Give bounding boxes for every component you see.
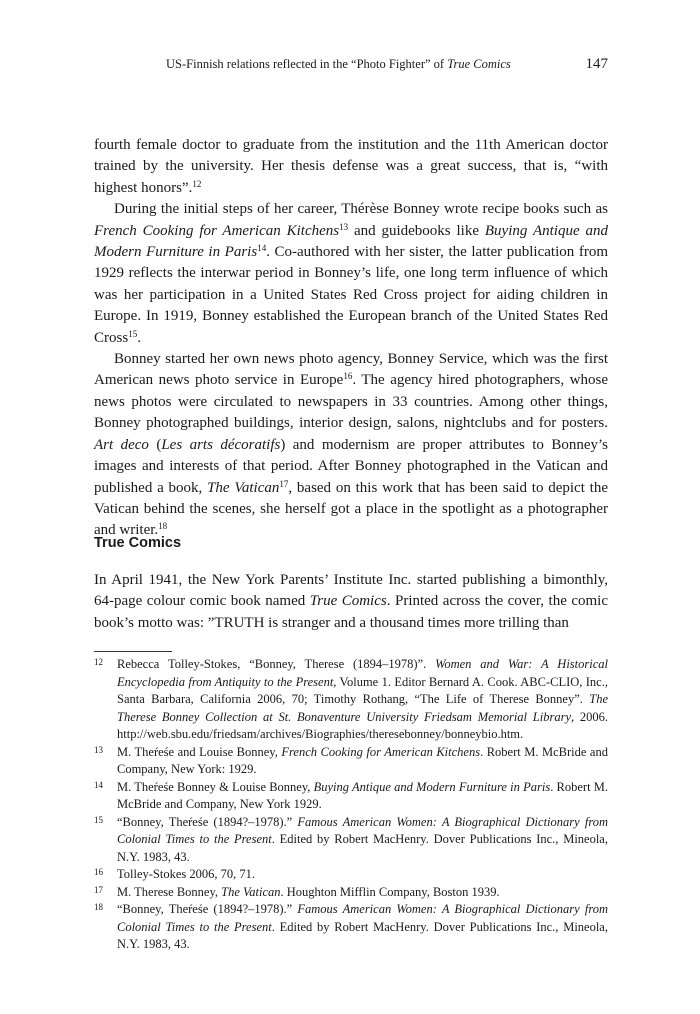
paragraph-3: Bonney started her own news photo agency, Bonney Service, which was the first American news photo service in Europe$^{16}$. The agency hired photographers, whose news photos were circulated to newspapers in 33 countries. Among other things, Bonney photographed buildings, interior design, salons, nightclubs and for posters. Art deco (Les arts décoratifs) and modernism are proper attributes to Bonney’s images and interests of that period. After Bonney photographed in the Vatican and published a book, The Vatican$^{17}$, based on this work that has been said to depict the Vatican behind the scenes, she herself got a place in the spotlight as a photographer and writer.$^{18}$ (94, 351, 609, 539)
running-title-italic: True Comics (447, 57, 511, 71)
term-italic: Les arts décoratifs (161, 436, 281, 453)
footnote-13: 13 M. Theŕeśe and Louise Bonney, French Cooking for American Kitchens. Robert M. McBride and Company, New York: 1929. (94, 744, 608, 779)
term-italic: Art deco (94, 436, 149, 453)
footnote-17: 17 M. Therese Bonney, The Vatican. Houghton Mifflin Company, Boston 1939. (94, 884, 608, 902)
book-title: Buying Antique and Modern Furniture in Paris (94, 222, 608, 261)
footnote-18: 18 “Bonney, Theŕeśe (1894?–1978).” Famous American Women: A Biographical Dictionary from Colonial Times to the Present. Edited by Robert MacHenry. Dover Publications Inc., Mineola, N.Y. 1983, 43. (94, 901, 608, 954)
footnote-number: 14 (94, 779, 103, 790)
footnote-ref: 14 (257, 243, 267, 254)
footnotes (94, 656, 608, 954)
footnote-ref: 13 (339, 221, 349, 232)
footnote-number: 15 (94, 814, 103, 825)
footnote-rule (94, 651, 172, 652)
comic-title: True Comics (309, 593, 387, 610)
footnote-12: 12 Rebecca Tolley-Stokes, “Bonney, Therese (1894–1978)”. Women and War: A Historical Encyclopedia from Antiquity to the Present, Volume 1. Editor Bernard A. Cook. ABC-CLIO, Inc., Santa Barbara, California 2006, 70; Timothy Rothang, “The Life of Therese Bonney”. The Therese Bonney Collection at St. Bonaventure University Friedsam Memorial Library, 2006. http://web.sbu.edu/friedsam/archives/Biographies/theresebonney/bonneybio.htm. (94, 656, 608, 744)
footnote-ref: 17 (279, 478, 289, 489)
footnote-number: 18 (94, 902, 103, 912)
footnote-ref: 16 (343, 371, 353, 382)
footnote-ref: 12 (192, 178, 202, 189)
footnote-number: 12 (94, 657, 103, 667)
footnote-15: 15 “Bonney, Theŕeśe (1894?–1978).” Famous American Women: A Biographical Dictionary from Colonial Times to the Present. Edited by Robert MacHenry. Dover Publications Inc., Mineola, N.Y. 1983, 43. (94, 814, 608, 867)
footnote-14: 14 M. Theŕeśe Bonney & Louise Bonney, Buying Antique and Modern Furniture in Paris. Robert M. McBride and Company, New York 1929. (94, 779, 608, 814)
footnote-number: 17 (94, 884, 103, 895)
page-number: 147 (585, 56, 608, 72)
book-title: The Vatican (207, 479, 280, 496)
paragraph-1: fourth female doctor to graduate from the institution and the 11th American doctor trained by the university. Her thesis defense was a great success, that is, “with highest honors”.$^{12}$ (94, 137, 608, 196)
section-paragraph: In April 1941, the New York Parents’ Institute Inc. started publishing a bimonthly, 64-page colour comic book named True Comics. Printed across the cover, the comic book’s motto was: ”TRUTH is stranger and a thousand times more trilling than (94, 572, 609, 631)
section-heading: True Comics (94, 535, 182, 551)
section-text (94, 570, 608, 634)
paragraph-2: During the initial steps of her career, Thérèse Bonney wrote recipe books such as French Cooking for American Kitchens$^{13}$ and guidebooks like Buying Antique and Modern Furniture in Paris$^{14}$. Co-authored with her sister, the latter publication from 1929 reflects the interwar period in Bonney’s life, one long term influence of which was her participation in a United States Red Cross project for aiding children in Europe. In 1919, Bonney established the European branch of the United States Red Cross$^{15}$. (94, 201, 608, 346)
footnote-number: 16 (94, 867, 103, 877)
footnote-ref: 18 (158, 521, 168, 532)
book-title: French Cooking for American Kitchens (94, 222, 340, 239)
footnote-ref: 15 (128, 328, 138, 339)
body-text (94, 135, 608, 542)
running-title: US-Finnish relations reflected in the “Photo Fighter” of True Comics (166, 57, 511, 71)
running-header (94, 54, 608, 74)
footnote-16: 16 Tolley-Stokes 2006, 70, 71. (94, 866, 608, 884)
footnote-number: 13 (94, 744, 103, 755)
